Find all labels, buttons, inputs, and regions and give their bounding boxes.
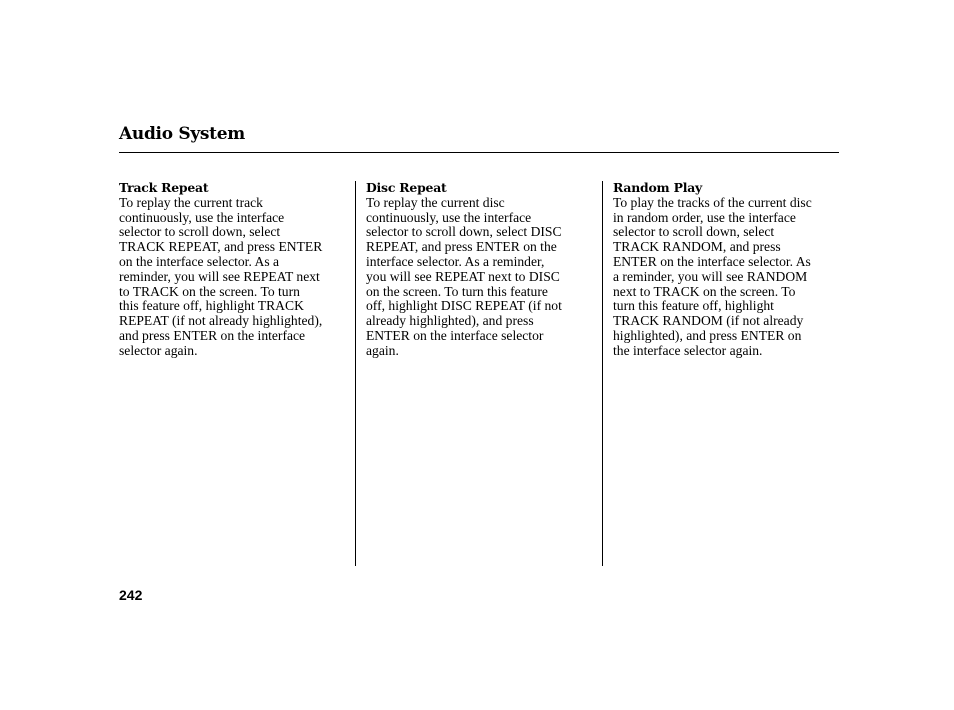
- body-line: selector to scroll down, select: [119, 224, 281, 240]
- body-line: continuously, use the interface: [119, 209, 285, 225]
- body-line: TRACK REPEAT, and press ENTER: [119, 239, 323, 255]
- section-disc-repeat: [366, 181, 598, 359]
- body-line: on the screen. To turn this feature: [366, 283, 548, 299]
- section-heading: Random Play: [613, 180, 703, 195]
- body-line: TRACK RANDOM, and press: [613, 239, 781, 255]
- body-line: turn this feature off, highlight: [613, 298, 774, 314]
- section-body: [119, 196, 351, 359]
- body-line: this feature off, highlight TRACK: [119, 298, 304, 314]
- section-random-play: [613, 181, 843, 359]
- body-line: highlighted), and press ENTER on: [613, 327, 802, 343]
- body-line: selector to scroll down, select DISC: [366, 224, 562, 240]
- section-body: [613, 196, 843, 359]
- body-line: reminder, you will see REPEAT next: [119, 268, 320, 284]
- section-heading: Track Repeat: [119, 180, 209, 195]
- title-rule: [119, 152, 839, 153]
- body-line: ENTER on the interface selector. As: [613, 253, 811, 269]
- page-title: Audio System: [119, 124, 245, 144]
- body-line: again.: [366, 342, 399, 358]
- body-line: next to TRACK on the screen. To: [613, 283, 796, 299]
- body-line: continuously, use the interface: [366, 209, 532, 225]
- body-line: on the interface selector. As a: [119, 253, 280, 269]
- body-line: selector to scroll down, select: [613, 224, 775, 240]
- section-body: [366, 196, 598, 359]
- body-line: interface selector. As a reminder,: [366, 253, 545, 269]
- body-line: already highlighted), and press: [366, 313, 534, 329]
- section-track-repeat: [119, 181, 351, 359]
- body-line: To replay the current disc: [366, 194, 505, 210]
- body-line: TRACK RANDOM (if not already: [613, 313, 804, 329]
- body-line: To play the tracks of the current disc: [613, 194, 812, 210]
- page-number: 242: [119, 587, 143, 603]
- body-line: To replay the current track: [119, 194, 263, 210]
- body-line: ENTER on the interface selector: [366, 327, 544, 343]
- body-line: selector again.: [119, 342, 198, 358]
- body-line: and press ENTER on the interface: [119, 327, 306, 343]
- section-heading: Disc Repeat: [366, 180, 447, 195]
- body-line: off, highlight DISC REPEAT (if not: [366, 298, 562, 314]
- body-line: REPEAT (if not already highlighted),: [119, 313, 323, 329]
- body-line: in random order, use the interface: [613, 209, 796, 225]
- column-divider: [355, 181, 356, 566]
- body-line: REPEAT, and press ENTER on the: [366, 239, 557, 255]
- body-line: the interface selector again.: [613, 342, 763, 358]
- column-divider: [602, 181, 603, 566]
- body-line: you will see REPEAT next to DISC: [366, 268, 560, 284]
- body-line: to TRACK on the screen. To turn: [119, 283, 300, 299]
- body-line: a reminder, you will see RANDOM: [613, 268, 808, 284]
